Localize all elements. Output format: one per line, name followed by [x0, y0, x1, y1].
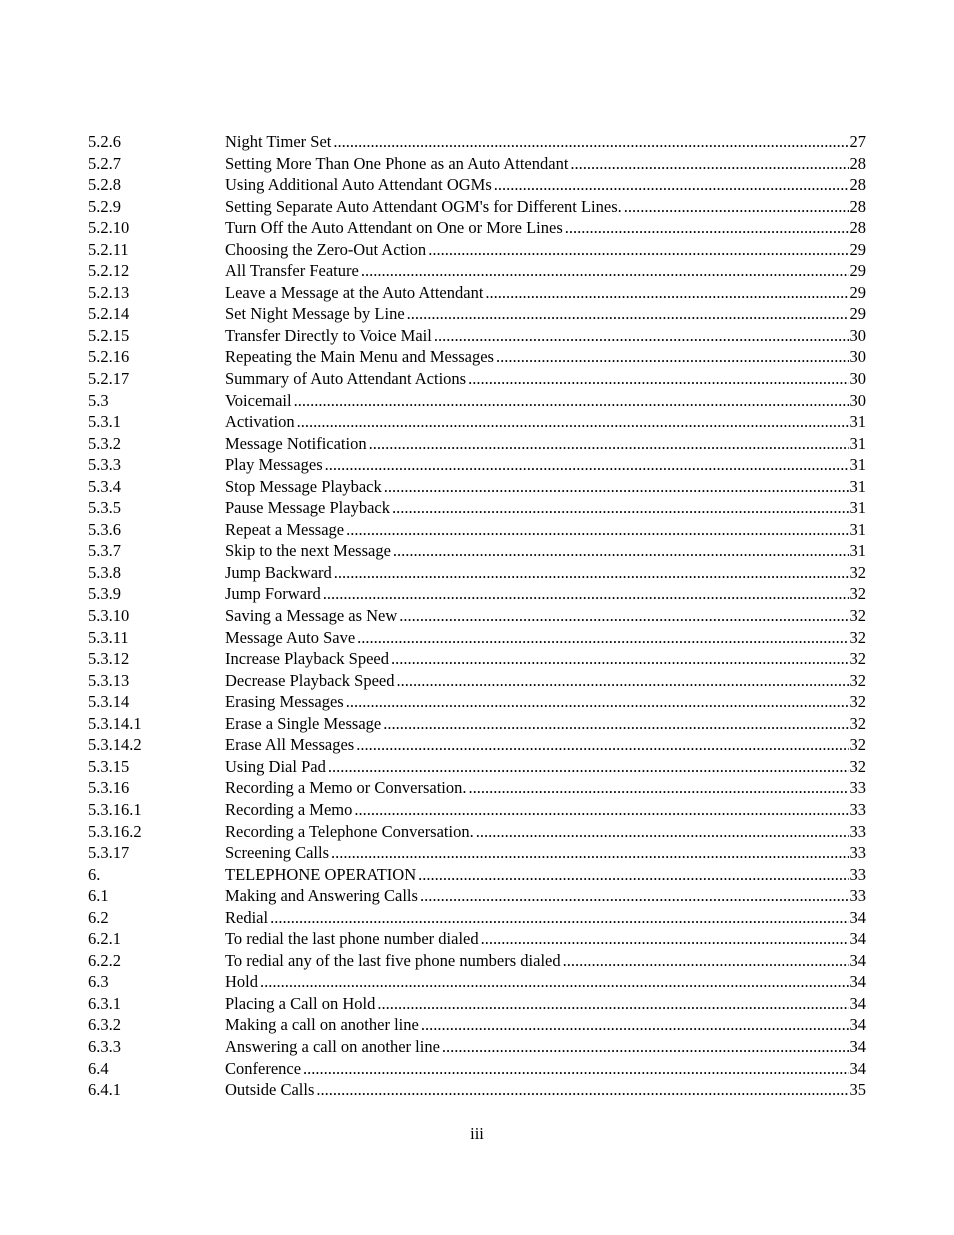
toc-page-number: 32: [849, 756, 866, 776]
toc-section-title: Erasing Messages: [225, 692, 344, 712]
toc-page-number: 32: [849, 584, 866, 604]
toc-section-title: Pause Message Playback: [225, 498, 390, 518]
toc-section-title: Stop Message Playback: [225, 476, 382, 496]
toc-section-number: 5.3.7: [88, 541, 121, 561]
toc-leader-dots: [469, 777, 849, 799]
toc-section-title: Jump Forward: [225, 584, 321, 604]
toc-section-title: Setting Separate Auto Attendant OGM's for Different Lines.: [225, 196, 622, 216]
toc-section-number: 5.3.16.2: [88, 821, 142, 841]
toc-section-title: Outside Calls: [225, 1080, 315, 1100]
toc-section-title: Placing a Call on Hold: [225, 993, 376, 1013]
toc-entry: [88, 648, 866, 670]
toc-entry: [88, 799, 866, 821]
toc-leader-dots: [260, 971, 849, 993]
toc-leader-dots: [485, 282, 848, 304]
toc-leader-dots: [331, 842, 848, 864]
toc-section-title: Setting More Than One Phone as an Auto Attendant: [225, 153, 569, 173]
toc-section-number: 5.3.17: [88, 843, 130, 863]
toc-entry: [88, 583, 866, 605]
toc-section-number: 6.1: [88, 886, 109, 906]
toc-leader-dots: [428, 239, 848, 261]
toc-section-number: 5.2.17: [88, 369, 130, 389]
toc-section-number: 5.3.13: [88, 670, 130, 690]
toc-entry: [88, 217, 866, 239]
toc-section-title: Redial: [225, 907, 269, 927]
toc-entry: [88, 605, 866, 627]
toc-leader-dots: [297, 411, 849, 433]
toc-leader-dots: [481, 928, 849, 950]
toc-entry: [88, 562, 866, 584]
toc-page-number: 32: [849, 606, 866, 626]
toc-entry: [88, 627, 866, 649]
toc-leader-dots: [361, 260, 849, 282]
toc-section-number: 6.2: [88, 907, 109, 927]
toc-leader-dots: [383, 713, 848, 735]
toc-section-title: Repeat a Message: [225, 519, 345, 539]
toc-entry: [88, 1036, 866, 1058]
toc-section-number: 5.3.2: [88, 433, 121, 453]
toc-leader-dots: [418, 864, 848, 886]
toc-section-title: Choosing the Zero-Out Action: [225, 239, 427, 259]
toc-section-number: 5.2.8: [88, 175, 121, 195]
toc-leader-dots: [328, 756, 849, 778]
toc-page-number: 32: [849, 649, 866, 669]
toc-entry: [88, 346, 866, 368]
toc-entry: [88, 540, 866, 562]
toc-section-title: Screening Calls: [225, 843, 330, 863]
toc-section-number: 5.3.14.1: [88, 713, 142, 733]
toc-section-title: Conference: [225, 1058, 302, 1078]
toc-section-number: 5.3.9: [88, 584, 121, 604]
toc-leader-dots: [303, 1058, 848, 1080]
toc-leader-dots: [421, 1014, 849, 1036]
toc-section-number: 5.2.11: [88, 239, 129, 259]
toc-page-number: 34: [849, 972, 866, 992]
toc-entry: [88, 777, 866, 799]
toc-leader-dots: [570, 153, 848, 175]
toc-entry: [88, 713, 866, 735]
toc-section-number: 5.3.6: [88, 519, 121, 539]
toc-page-number: 28: [849, 153, 866, 173]
toc-page-number: 29: [849, 261, 866, 281]
toc-page-number: 31: [849, 541, 866, 561]
toc-page-number: 30: [849, 390, 866, 410]
toc-leader-dots: [325, 454, 849, 476]
toc-section-title: Jump Backward: [225, 562, 332, 582]
toc-section-title: Play Messages: [225, 455, 323, 475]
toc-section-title: Voicemail: [225, 390, 292, 410]
toc-entry: [88, 497, 866, 519]
toc-page-number: 32: [849, 713, 866, 733]
toc-page-number: 32: [849, 692, 866, 712]
toc-entry: [88, 928, 866, 950]
toc-section-number: 5.3.12: [88, 649, 130, 669]
toc-section-title: Increase Playback Speed: [225, 649, 390, 669]
toc-page-number: 30: [849, 347, 866, 367]
toc-leader-dots: [399, 605, 848, 627]
toc-section-title: Turn Off the Auto Attendant on One or More Lines: [225, 218, 563, 238]
toc-section-title: Hold: [225, 972, 258, 992]
toc-section-number: 5.3.16: [88, 778, 130, 798]
toc-section-number: 5.3.8: [88, 562, 121, 582]
toc-section-title: Making and Answering Calls: [225, 886, 418, 906]
toc-page-number: 34: [849, 1015, 866, 1035]
toc-page-number: 34: [849, 1058, 866, 1078]
toc-page-number: 29: [849, 239, 866, 259]
toc-section-number: 5.3.15: [88, 756, 130, 776]
toc-section-title: Recording a Telephone Conversation.: [225, 821, 474, 841]
toc-entry: [88, 454, 866, 476]
toc-page-number: 30: [849, 369, 866, 389]
toc-leader-dots: [563, 950, 849, 972]
toc-entry: [88, 756, 866, 778]
toc-section-number: 5.3.5: [88, 498, 121, 518]
toc-leader-dots: [494, 174, 849, 196]
toc-leader-dots: [270, 907, 848, 929]
toc-section-title: Recording a Memo or Conversation.: [225, 778, 467, 798]
toc-section-number: 6.4: [88, 1058, 109, 1078]
toc-section-number: 6.3: [88, 972, 109, 992]
toc-section-number: 5.3.14: [88, 692, 130, 712]
toc-page-number: 27: [849, 132, 866, 151]
toc-entry: [88, 390, 866, 412]
toc-page-number: 31: [849, 498, 866, 518]
toc-section-title: Activation: [225, 412, 295, 432]
toc-page-number: 31: [849, 519, 866, 539]
toc-entry: [88, 196, 866, 218]
toc-page-number: 29: [849, 304, 866, 324]
toc-section-number: 5.2.15: [88, 325, 130, 345]
toc-section-title: Leave a Message at the Auto Attendant: [225, 282, 484, 302]
toc-entry: [88, 821, 866, 843]
toc-leader-dots: [407, 303, 849, 325]
toc-section-number: 5.2.16: [88, 347, 130, 367]
toc-leader-dots: [434, 325, 849, 347]
toc-entry: [88, 260, 866, 282]
toc-leader-dots: [496, 346, 849, 368]
toc-section-title: Repeating the Main Menu and Messages: [225, 347, 494, 367]
toc-section-number: 5.3.3: [88, 455, 121, 475]
toc-page-number: 33: [849, 821, 866, 841]
toc-entry: [88, 239, 866, 261]
toc-section-number: 6.4.1: [88, 1080, 121, 1100]
toc-leader-dots: [377, 993, 848, 1015]
toc-section-number: 5.2.6: [88, 132, 121, 151]
toc-entry: [88, 174, 866, 196]
toc-page-number: 28: [849, 196, 866, 216]
page-number: iii: [470, 1124, 484, 1143]
toc-leader-dots: [624, 196, 849, 218]
toc-section-number: 6.2.1: [88, 929, 121, 949]
toc-leader-dots: [468, 368, 848, 390]
toc-section-title: Saving a Message as New: [225, 606, 398, 626]
toc-page-number: 32: [849, 670, 866, 690]
toc-section-number: 5.3.11: [88, 627, 129, 647]
toc-section-title: Set Night Message by Line: [225, 304, 405, 324]
toc-section-title: Summary of Auto Attendant Actions: [225, 369, 467, 389]
toc-section-number: 5.3.16.1: [88, 799, 142, 819]
toc-page-number: 35: [849, 1080, 866, 1100]
toc-page-number: 34: [849, 907, 866, 927]
toc-entry: [88, 842, 866, 864]
toc-entry: [88, 950, 866, 972]
toc-leader-dots: [346, 691, 849, 713]
toc-section-title: Skip to the next Message: [225, 541, 391, 561]
toc-page-number: 31: [849, 412, 866, 432]
toc-entry: [88, 670, 866, 692]
toc-entry: [88, 1014, 866, 1036]
toc-entry: [88, 1058, 866, 1080]
toc-section-title: Recording a Memo: [225, 799, 353, 819]
toc-page-number: 30: [849, 325, 866, 345]
table-of-contents: [88, 131, 866, 1101]
toc-section-number: 6.3.1: [88, 993, 121, 1013]
toc-page-number: 32: [849, 627, 866, 647]
toc-page-number: 33: [849, 886, 866, 906]
toc-page-number: 33: [849, 778, 866, 798]
toc-entry: [88, 885, 866, 907]
toc-page-number: 31: [849, 455, 866, 475]
toc-leader-dots: [346, 519, 848, 541]
toc-leader-dots: [316, 1079, 848, 1101]
toc-leader-dots: [333, 131, 848, 153]
toc-section-title: TELEPHONE OPERATION: [225, 864, 417, 884]
toc-section-title: Message Auto Save: [225, 627, 356, 647]
toc-section-title: To redial the last phone number dialed: [225, 929, 479, 949]
toc-leader-dots: [420, 885, 849, 907]
toc-section-title: Using Additional Auto Attendant OGMs: [225, 175, 492, 195]
toc-page-number: 29: [849, 282, 866, 302]
toc-leader-dots: [476, 821, 849, 843]
toc-section-title: Message Notification: [225, 433, 367, 453]
toc-section-title: Decrease Playback Speed: [225, 670, 395, 690]
toc-entry: [88, 282, 866, 304]
toc-leader-dots: [392, 497, 849, 519]
toc-page-number: 31: [849, 433, 866, 453]
toc-section-title: Erase All Messages: [225, 735, 355, 755]
toc-entry: [88, 368, 866, 390]
toc-section-title: Night Timer Set: [225, 132, 332, 151]
toc-section-number: 5.2.7: [88, 153, 121, 173]
toc-leader-dots: [393, 540, 849, 562]
toc-leader-dots: [357, 627, 848, 649]
toc-page-number: 34: [849, 993, 866, 1013]
toc-section-title: Transfer Directly to Voice Mail: [225, 325, 432, 345]
toc-page-number: 33: [849, 799, 866, 819]
toc-page-number: 32: [849, 562, 866, 582]
toc-section-number: 5.2.12: [88, 261, 130, 281]
toc-leader-dots: [397, 670, 849, 692]
toc-section-number: 5.2.13: [88, 282, 130, 302]
toc-section-number: 5.3.4: [88, 476, 121, 496]
toc-section-title: To redial any of the last five phone numbers dialed: [225, 950, 561, 970]
toc-page-number: 34: [849, 1036, 866, 1056]
toc-section-number: 5.2.9: [88, 196, 121, 216]
toc-section-title: Answering a call on another line: [225, 1036, 440, 1056]
toc-section-title: Erase a Single Message: [225, 713, 382, 733]
toc-page-number: 34: [849, 950, 866, 970]
toc-entry: [88, 1079, 866, 1101]
toc-section-number: 5.3.10: [88, 606, 130, 626]
toc-section-number: 5.2.14: [88, 304, 130, 324]
toc-leader-dots: [391, 648, 848, 670]
toc-section-number: 6.3.3: [88, 1036, 121, 1056]
toc-page-number: 28: [849, 175, 866, 195]
toc-leader-dots: [334, 562, 849, 584]
toc-leader-dots: [442, 1036, 849, 1058]
toc-entry: [88, 519, 866, 541]
toc-section-number: 6.3.2: [88, 1015, 121, 1035]
toc-leader-dots: [384, 476, 849, 498]
toc-entry: [88, 993, 866, 1015]
toc-section-number: 6.: [88, 864, 101, 884]
toc-entry: [88, 476, 866, 498]
toc-section-number: 5.2.10: [88, 218, 130, 238]
toc-entry: [88, 303, 866, 325]
toc-page-number: 28: [849, 218, 866, 238]
toc-leader-dots: [356, 734, 848, 756]
toc-section-number: 5.3.14.2: [88, 735, 142, 755]
toc-entry: [88, 691, 866, 713]
toc-section-title: Making a call on another line: [225, 1015, 419, 1035]
toc-leader-dots: [354, 799, 848, 821]
toc-leader-dots: [369, 433, 849, 455]
toc-entry: [88, 131, 866, 153]
toc-entry: [88, 153, 866, 175]
toc-page-number: 34: [849, 929, 866, 949]
toc-leader-dots: [323, 583, 849, 605]
toc-entry: [88, 325, 866, 347]
toc-page-number: 31: [849, 476, 866, 496]
toc-section-number: 5.3.1: [88, 412, 121, 432]
toc-leader-dots: [294, 390, 849, 412]
toc-entry: [88, 734, 866, 756]
toc-leader-dots: [565, 217, 849, 239]
toc-section-title: All Transfer Feature: [225, 261, 359, 281]
toc-entry: [88, 971, 866, 993]
toc-page-number: 32: [849, 735, 866, 755]
toc-entry: [88, 864, 866, 886]
toc-entry: [88, 907, 866, 929]
toc-page-number: 33: [849, 843, 866, 863]
toc-section-number: 5.3: [88, 390, 109, 410]
toc-entry: [88, 411, 866, 433]
toc-page-number: 33: [849, 864, 866, 884]
toc-section-number: 6.2.2: [88, 950, 121, 970]
toc-entry: [88, 433, 866, 455]
toc-section-title: Using Dial Pad: [225, 756, 326, 776]
